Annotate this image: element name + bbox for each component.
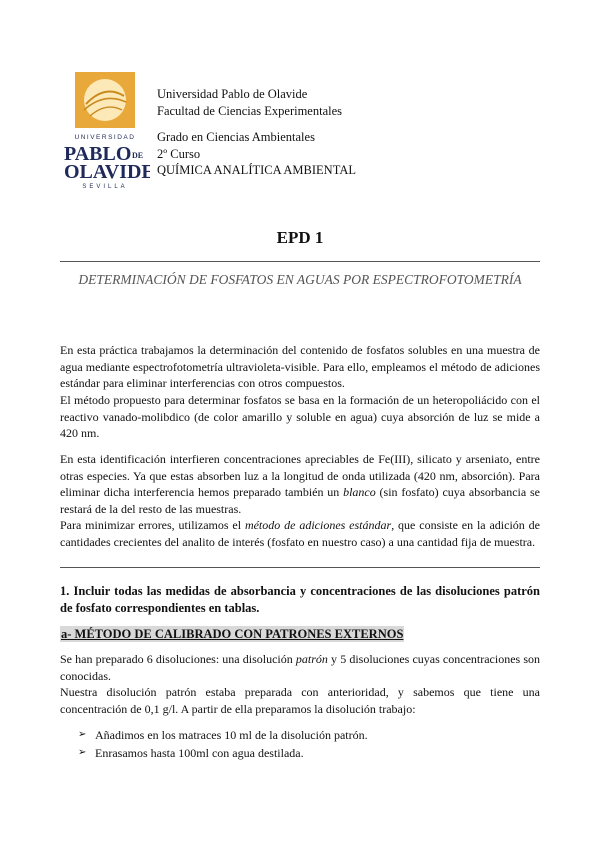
title-divider (60, 261, 540, 262)
document-subtitle: DETERMINACIÓN DE FOSFATOS EN AGUAS POR ESPECTROFOTOMETRÍA (78, 272, 522, 287)
intro-paragraph-4: Para minimizar errores, utilizamos el método de adiciones estándar, que consiste en la adición de cantidades crecientes del analito de interés (fosfato en nuestro caso) a una cantidad fija de muestra. (60, 518, 540, 549)
emphasis-blanco: blanco (343, 485, 376, 500)
emphasis-patron: patrón (295, 652, 328, 666)
emphasis-method: método de adiciones estándar (244, 518, 392, 532)
logo-name-de: DE (132, 151, 144, 160)
body-paragraph-2: Nuestra disolución patrón estaba preparada con anterioridad, y sabemos que tiene una concentración de 0,1 g/l. A partir de ella preparamos la disolución trabajo: (60, 685, 540, 716)
subject-name: QUÍMICA ANALÍTICA AMBIENTAL (157, 163, 356, 177)
list-item: ➢ Añadimos en los matraces 10 ml de la disolución patrón. (78, 728, 368, 742)
logo-graphic (60, 72, 150, 190)
logo-top-word: UNIVERSIDAD (74, 134, 136, 141)
body-paragraph-1: Se han preparado 6 disoluciones: una disolución patrón y 5 disoluciones cuyas concentraciones son conocidas. (60, 652, 541, 683)
logo-name-line2: OLAVIDE (64, 161, 150, 183)
document-title: EPD 1 (276, 228, 324, 247)
logo-name-line1: PABLO (64, 143, 132, 165)
arrow-bullet-icon: ➢ (78, 729, 87, 740)
degree-name: Grado en Ciencias Ambientales (157, 130, 315, 144)
list-item: ➢ Enrasamos hasta 100ml con agua destilada. (78, 746, 304, 760)
intro-paragraph-1: En esta práctica trabajamos la determinación del contenido de fosfatos solubles en una muestra de agua mediante espectrofotometría ultravioleta-visible. Para ello, empleamos el método de adiciones estándar para eliminar interferencias con otros compuestos. (60, 343, 540, 391)
faculty-name: Facultad de Ciencias Experimentales (157, 103, 343, 118)
arrow-bullet-icon: ➢ (78, 747, 87, 758)
university-logo (60, 72, 150, 190)
document-header (157, 86, 356, 179)
section-heading-a: a- MÉTODO DE CALIBRADO CON PATRONES EXTERNOS (61, 627, 404, 641)
intro-paragraph-3: En esta identificación interfieren concentraciones apreciables de Fe(III), silicato y arseniato, entre otras especies. Ya que estas absorben luz a la longitud de onda utilizada (420 nm, absorción). Para eliminar dicha interferencia hemos preparado también un blanco (sin fosfato) cuya absorbancia se restará de la del resto de las muestras. (60, 452, 540, 516)
logo-city: SEVILLA (82, 184, 128, 190)
question-1: 1. Incluir todas las medidas de absorbancia y concentraciones de las disoluciones patrón de fosfato correspondientes en tablas. (60, 584, 540, 615)
section-divider (60, 567, 540, 568)
university-name: Universidad Pablo de Olavide (157, 87, 308, 101)
intro-paragraph-2: El método propuesto para determinar fosfatos se basa en la formación de un heteropoliácido con el reactivo vanado-molibdico (de color amarillo y soluble en agua) cuya absorción de luz se mide a 420 nm. (60, 393, 540, 441)
course-year: 2º Curso (157, 146, 201, 161)
procedure-list (78, 726, 368, 762)
